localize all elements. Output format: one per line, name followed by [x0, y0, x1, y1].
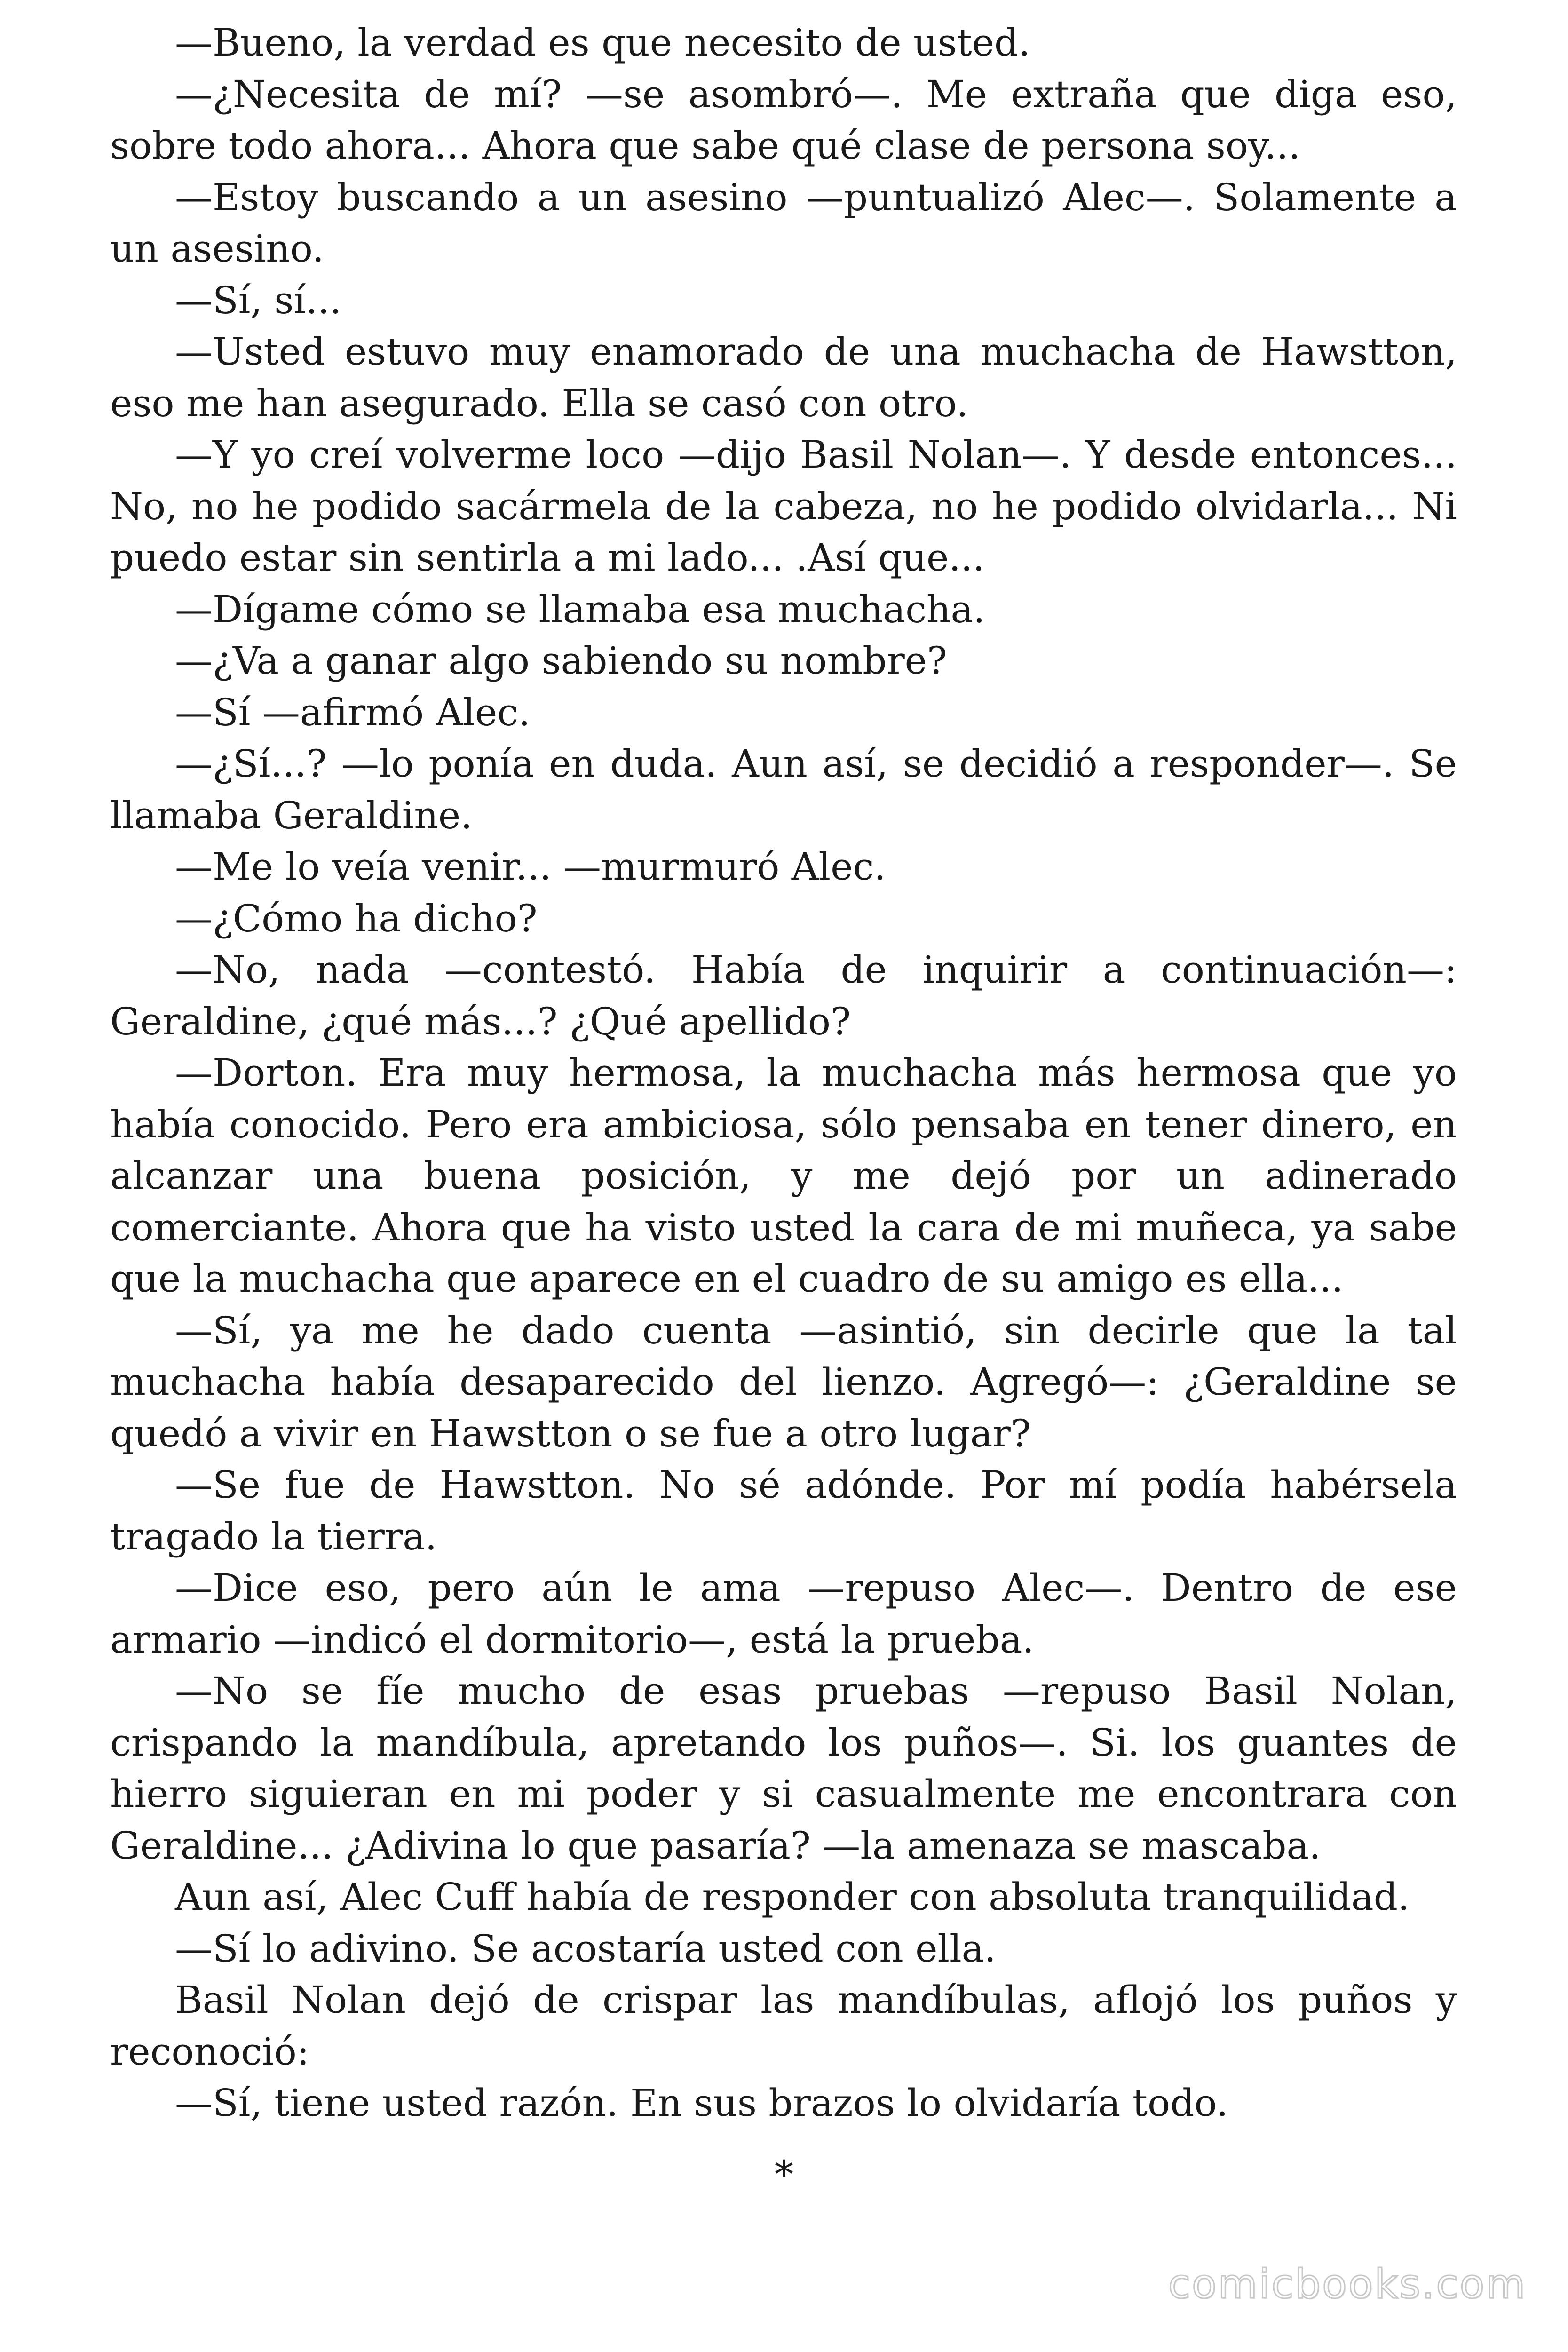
paragraph: —Sí, ya me he dado cuenta —asintió, sin decirle que la tal muchacha había desaparecido del lienzo. Agregó—: ¿Geraldine se quedó a vivir en Hawstton o se fue a otro lugar? — [110, 1308, 1457, 1455]
paragraph: Aun así, Alec Cuff había de responder con absoluta tranquilidad. — [175, 1875, 1410, 1919]
paragraph: —Usted estuvo muy enamorado de una muchacha de Hawstton, eso me han asegurado. Ella se casó con otro. — [110, 330, 1457, 425]
paragraph: —No se fíe mucho de esas pruebas —repuso Basil Nolan, crispando la mandíbula, apretando los puños—. Si. los guantes de hierro siguieran en mi poder y si casualmente me encontrara con Geraldine... ¿Adivina lo que pasaría? —la amenaza se mascaba. — [110, 1669, 1457, 1867]
paragraph: —Sí, tiene usted razón. En sus brazos lo olvidaría todo. — [175, 2081, 1228, 2125]
paragraph: —Dígame cómo se llamaba esa muchacha. — [175, 587, 985, 631]
paragraph: —Sí lo adivino. Se acostaría usted con ella. — [175, 1926, 996, 1971]
paragraph: Basil Nolan dejó de crispar las mandíbulas, aflojó los puños y reconoció: — [110, 1978, 1457, 2074]
paragraph: —Se fue de Hawstton. No sé adónde. Por mí podía habérsela tragado la tierra. — [110, 1463, 1457, 1558]
paragraph: —Dice eso, pero aún le ama —repuso Alec—. Dentro de ese armario —indicó el dormitorio—, está la prueba. — [110, 1566, 1457, 1661]
book-page-text — [110, 17, 1457, 2129]
paragraph: —No, nada —contestó. Había de inquirir a continuación—: Geraldine, ¿qué más...? ¿Qué apellido? — [110, 948, 1457, 1043]
section-separator: * — [775, 2153, 793, 2196]
paragraph: —Y yo creí volverme loco —dijo Basil Nolan—. Y desde entonces... No, no he podido sacármela de la cabeza, no he podido olvidarla... Ni puedo estar sin sentirla a mi lado... .Así que... — [110, 433, 1457, 580]
paragraph: —¿Va a ganar algo sabiendo su nombre? — [175, 639, 947, 683]
paragraph: —¿Cómo ha dicho? — [175, 896, 538, 940]
paragraph: —Sí —afirmó Alec. — [175, 690, 531, 734]
paragraph: —Me lo veía venir... —murmuró Alec. — [175, 845, 886, 889]
paragraph: —Bueno, la verdad es que necesito de usted. — [175, 21, 1030, 64]
paragraph: —Sí, sí... — [175, 278, 342, 322]
paragraph: —¿Sí...? —lo ponía en duda. Aun así, se decidió a responder—. Se llamaba Geraldine. — [110, 742, 1457, 837]
watermark: comicbooks.com — [1168, 2261, 1527, 2308]
paragraph: —Estoy buscando a un asesino —puntualizó Alec—. Solamente a un asesino. — [110, 175, 1457, 270]
paragraph: —¿Necesita de mí? —se asombró—. Me extraña que diga eso, sobre todo ahora... Ahora que sabe qué clase de persona soy... — [110, 72, 1457, 167]
paragraph: —Dorton. Era muy hermosa, la muchacha más hermosa que yo había conocido. Pero era ambiciosa, sólo pensaba en tener dinero, en alcanzar una buena posición, y me dejó por un adinerado comerciante. Ahora que ha visto usted la cara de mi muñeca, ya sabe que la muchacha que aparece en el cuadro de su amigo es ella... — [110, 1051, 1457, 1301]
